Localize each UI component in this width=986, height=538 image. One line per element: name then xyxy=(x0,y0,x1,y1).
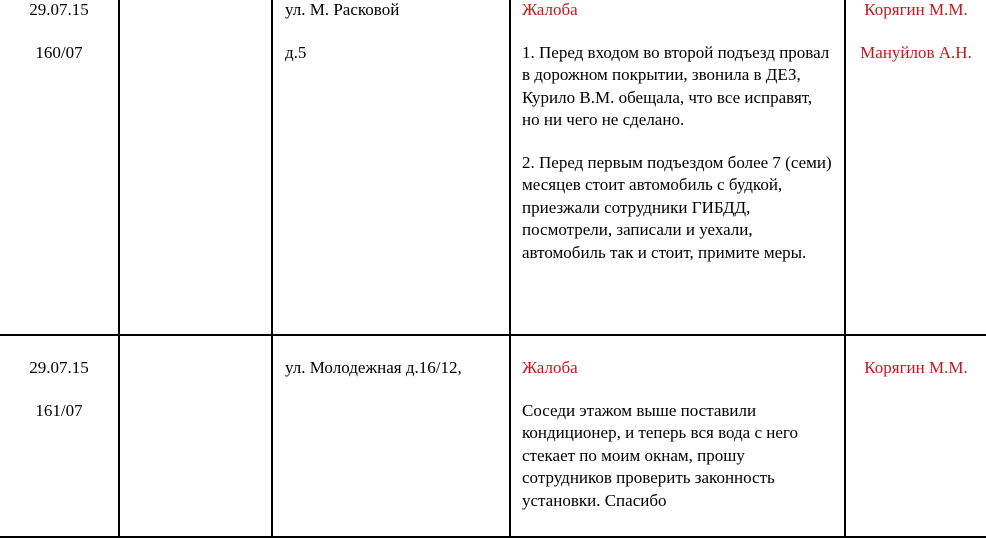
table-row xyxy=(0,357,118,422)
registration-number: 160/07 xyxy=(35,42,83,62)
column-divider xyxy=(844,0,846,538)
column-divider xyxy=(509,0,511,538)
address-cell xyxy=(285,357,507,380)
registration-number: 161/07 xyxy=(35,400,83,420)
date-cell: 29.07.15 xyxy=(29,358,89,377)
table-row xyxy=(0,0,118,64)
address-cell xyxy=(285,0,505,64)
address-house: д.5 xyxy=(285,42,307,62)
complaint-paragraph: 1. Перед входом во второй подъезд провал в дорожном покрытии, звонила в ДЕЗ, Курило В.М. обещала, что все исправят, но ни чего не сделано. xyxy=(522,42,830,129)
column-divider xyxy=(271,0,273,538)
address-street: ул. М. Расковой xyxy=(285,0,400,19)
complaint-type: Жалоба xyxy=(522,0,578,19)
responsible-person: Корягин М.М. xyxy=(864,358,968,377)
row-divider xyxy=(0,334,986,336)
complaint-paragraph: 2. Перед первым подъездом более 7 (семи) месяцев стоит автомобиль с будкой, приезжали сотрудники ГИБДД, посмотрели, записали и уехали, автомобиль так и стоит, примите меры. xyxy=(522,152,832,262)
responsible-cell xyxy=(854,357,978,380)
responsible-cell xyxy=(854,0,978,64)
responsible-person: Корягин М.М. xyxy=(864,0,968,19)
responsible-person: Мануйлов А.Н. xyxy=(860,42,972,62)
complaint-cell xyxy=(522,0,834,264)
date-cell: 29.07.15 xyxy=(29,0,89,19)
address-street: ул. Молодежная д.16/12, xyxy=(285,358,462,377)
complaint-cell xyxy=(522,357,834,512)
complaint-type: Жалоба xyxy=(522,358,578,377)
complaint-paragraph: Соседи этажом выше поставили кондиционер, и теперь вся вода с него стекает по моим окнам, прошу сотрудников проверить законность установки. Спасибо xyxy=(522,400,798,510)
column-divider xyxy=(118,0,120,538)
